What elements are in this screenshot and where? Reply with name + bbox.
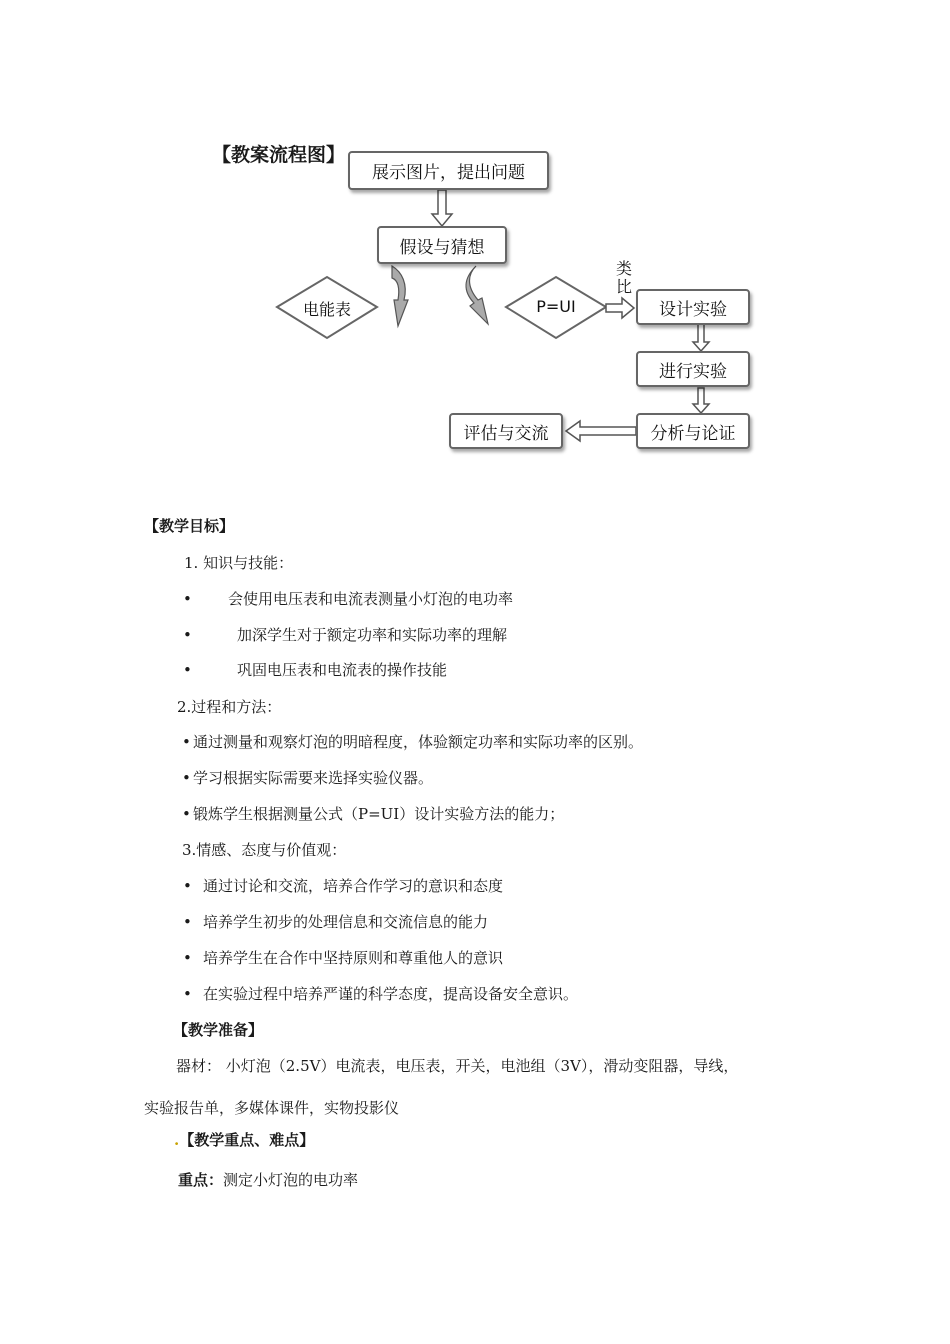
key-points-heading-text: 【教学重点、难点】 — [179, 1131, 315, 1149]
node-show-picture: 展示图片，提出问题 — [348, 151, 549, 190]
decorative-dot: . — [174, 1131, 180, 1149]
curved-arrow-left — [392, 266, 408, 326]
list-item: 通过测量和观察灯泡的明暗程度，体验额定功率和实际功率的区别。 — [193, 733, 644, 751]
objectives-s2-title: 2.过程和方法： — [177, 698, 282, 716]
arrow-down-1 — [432, 190, 452, 226]
focus-text: 测定小灯泡的电功率 — [223, 1171, 359, 1189]
arrow-left-evaluate — [566, 421, 636, 441]
flowchart-title: 【教案流程图】 — [212, 144, 346, 166]
bullet: • — [183, 626, 192, 644]
list-item: 通过讨论和交流，培养合作学习的意识和态度 — [203, 877, 504, 895]
bullet: • — [182, 769, 191, 787]
list-item: 在实验过程中培养严谨的科学态度，提高设备安全意识。 — [203, 985, 579, 1003]
bullet: • — [183, 985, 192, 1003]
key-point-focus — [178, 1170, 358, 1190]
node-formula: P=UI — [536, 297, 576, 316]
list-item: 加深学生对于额定功率和实际功率的理解 — [237, 626, 508, 644]
node-evaluate: 评估与交流 — [449, 413, 563, 449]
list-item: 会使用电压表和电流表测量小灯泡的电功率 — [228, 590, 514, 608]
node-conduct: 进行实验 — [636, 351, 750, 387]
node-design: 设计实验 — [636, 289, 750, 325]
curved-arrow-right — [466, 266, 488, 324]
list-item: 学习根据实际需要来选择实验仪器。 — [193, 769, 434, 787]
list-item: 巩固电压表和电流表的操作技能 — [237, 661, 448, 679]
arrow-right-analogy — [606, 298, 634, 318]
node-meter: 电能表 — [302, 300, 351, 319]
key-points-heading — [174, 1130, 314, 1150]
bullet: • — [183, 590, 192, 608]
analogy-label-2: 比 — [615, 277, 632, 296]
analogy-label-1: 类 — [615, 259, 632, 278]
objectives-s3-title: 3.情感、态度与价值观： — [182, 841, 347, 859]
objectives-s1-title: 1. 知识与技能： — [184, 554, 294, 572]
list-item: 锻炼学生根据测量公式（P=UI）设计实验方法的能力； — [193, 805, 565, 823]
arrow-down-2 — [693, 324, 709, 351]
focus-label: 重点： — [178, 1171, 224, 1189]
preparation-heading: 【教学准备】 — [173, 1021, 264, 1039]
list-item: 培养学生在合作中坚持原则和尊重他人的意识 — [203, 949, 504, 967]
preparation-line-1: 器材： 小灯泡（2.5V）电流表，电压表，开关，电池组（3V），滑动变阻器，导线， — [176, 1057, 739, 1075]
node-analyze: 分析与论证 — [636, 413, 750, 449]
bullet: • — [182, 805, 191, 823]
bullet: • — [182, 733, 191, 751]
objectives-heading: 【教学目标】 — [144, 517, 235, 535]
bullet: • — [183, 949, 192, 967]
node-hypothesis: 假设与猜想 — [377, 226, 507, 264]
bullet: • — [183, 877, 192, 895]
bullet: • — [183, 913, 192, 931]
bullet: • — [183, 661, 192, 679]
preparation-line-2: 实验报告单，多媒体课件，实物投影仪 — [144, 1099, 400, 1117]
arrow-down-3 — [693, 388, 709, 413]
list-item: 培养学生初步的处理信息和交流信息的能力 — [203, 913, 489, 931]
